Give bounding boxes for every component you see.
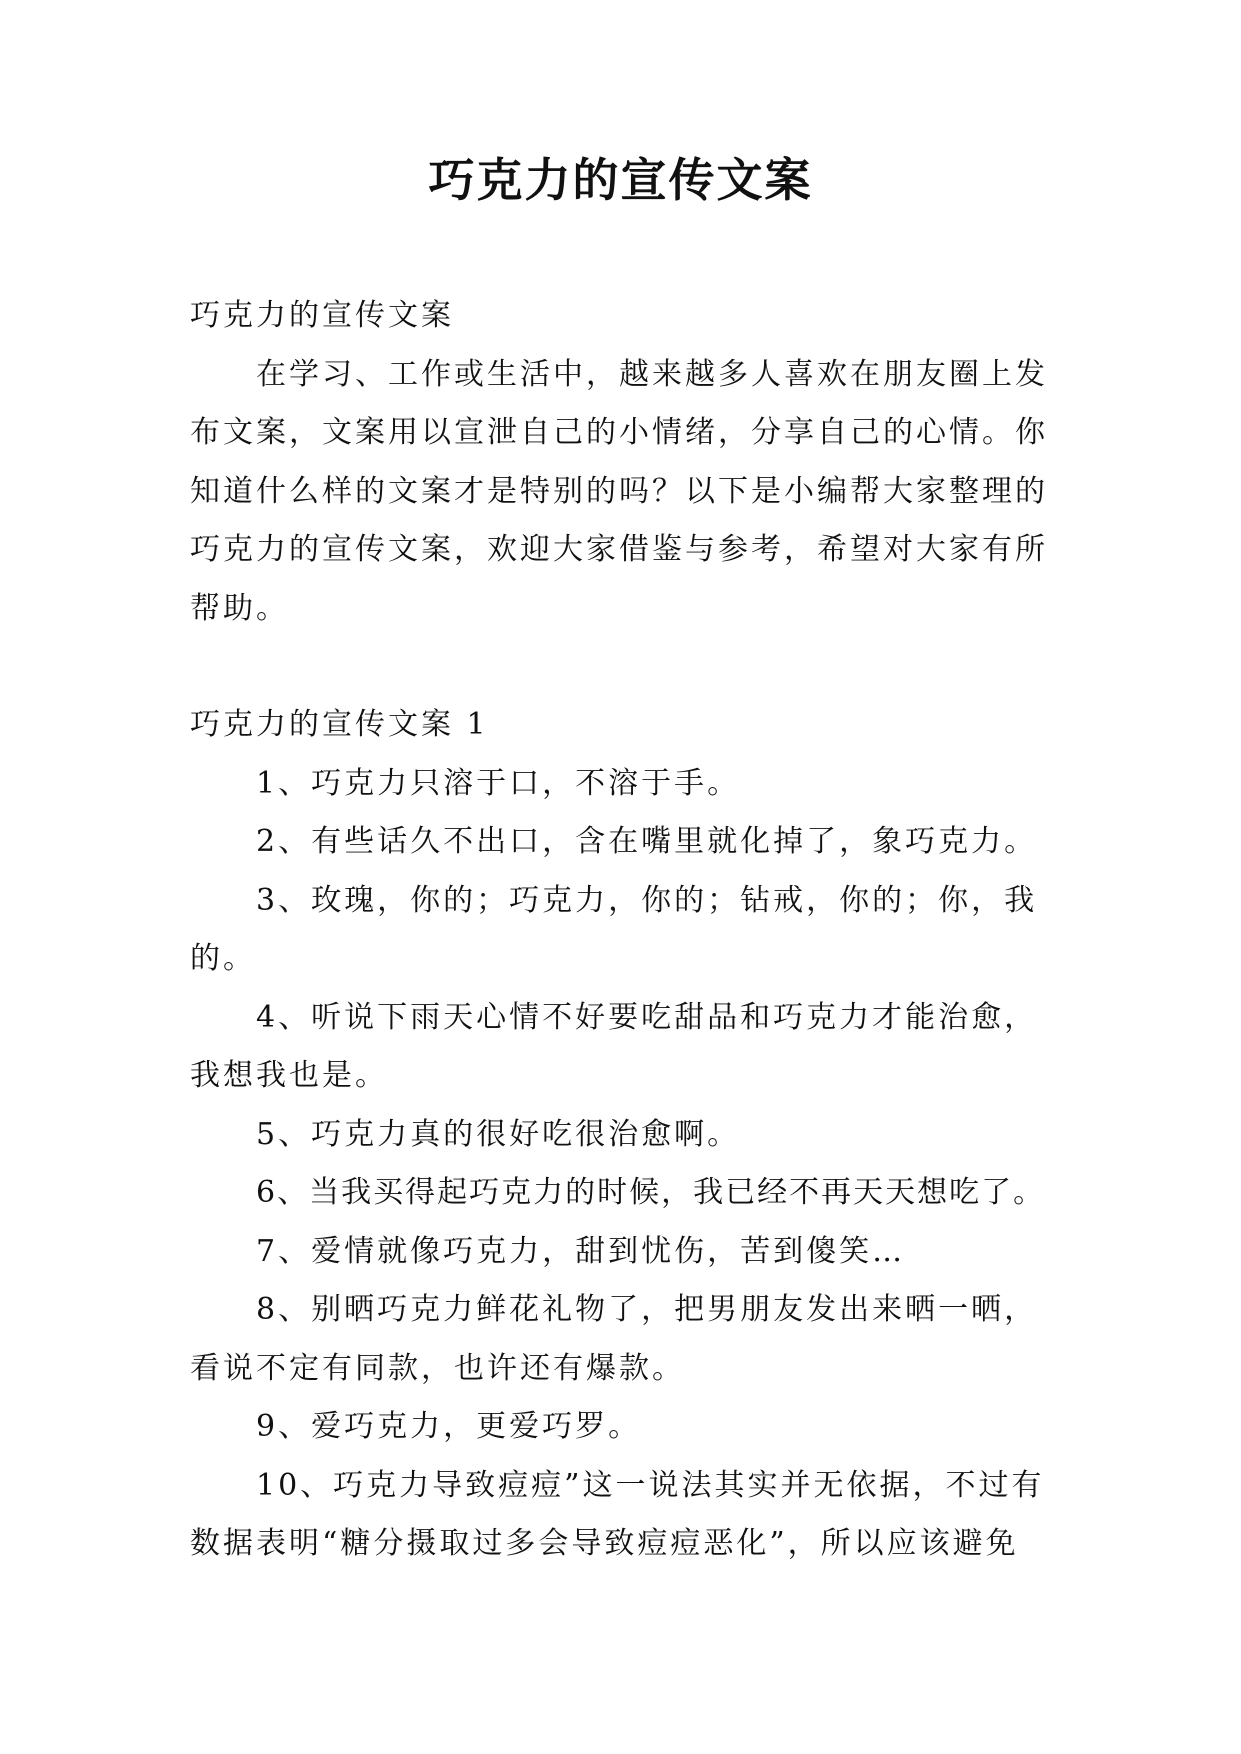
list-item: 9、爱巧克力，更爱巧罗。 (256, 1409, 642, 1444)
section-spacer (190, 638, 1055, 696)
list-item: 4、听说下雨天心情不好要吃甜品和巧克力才能治愈，我想我也是。 (190, 999, 1038, 1093)
section-heading: 巧克力的宣传文案 1 (190, 707, 489, 742)
list-item: 6、当我买得起巧克力的时候，我已经不再天天想吃了。 (256, 1175, 1046, 1210)
list-item: 1、巧克力只溶于口，不溶于手。 (256, 765, 741, 801)
intro-paragraph: 在学习、工作或生活中，越来越多人喜欢在朋友圈上发布文案，文案用以宣泄自己的小情绪，分享自己的心情。你知道什么样的文案才是特别的吗？以下是小编帮大家整理的巧克力的宣传文案，欢迎大家借鉴与参考，希望对大家有所帮助。 (190, 356, 1048, 626)
document-title: 巧克力的宣传文案 (428, 153, 813, 207)
list-item: 5、巧克力真的很好吃很治愈啊。 (256, 1116, 741, 1152)
list-item: 3、玫瑰，你的；巧克力，你的；钻戒，你的；你，我的。 (190, 882, 1038, 976)
list-item: 10、巧克力导致痘痘”这一说法其实并无依据，不过有数据表明“糖分摄取过多会导致痘痘恶化”，所以应该避免 (190, 1467, 1045, 1561)
document-body (190, 287, 1055, 1574)
document-subtitle: 巧克力的宣传文案 (190, 298, 454, 333)
list-item: 8、别晒巧克力鲜花礼物了，把男朋友发出来晒一晒，看说不定有同款，也许还有爆款。 (190, 1292, 1038, 1386)
list-item: 2、有些话久不出口，含在嘴里就化掉了，象巧克力。 (256, 824, 1038, 859)
list-item: 7、爱情就像巧克力，甜到忧伤，苦到傻笑… (256, 1233, 906, 1269)
